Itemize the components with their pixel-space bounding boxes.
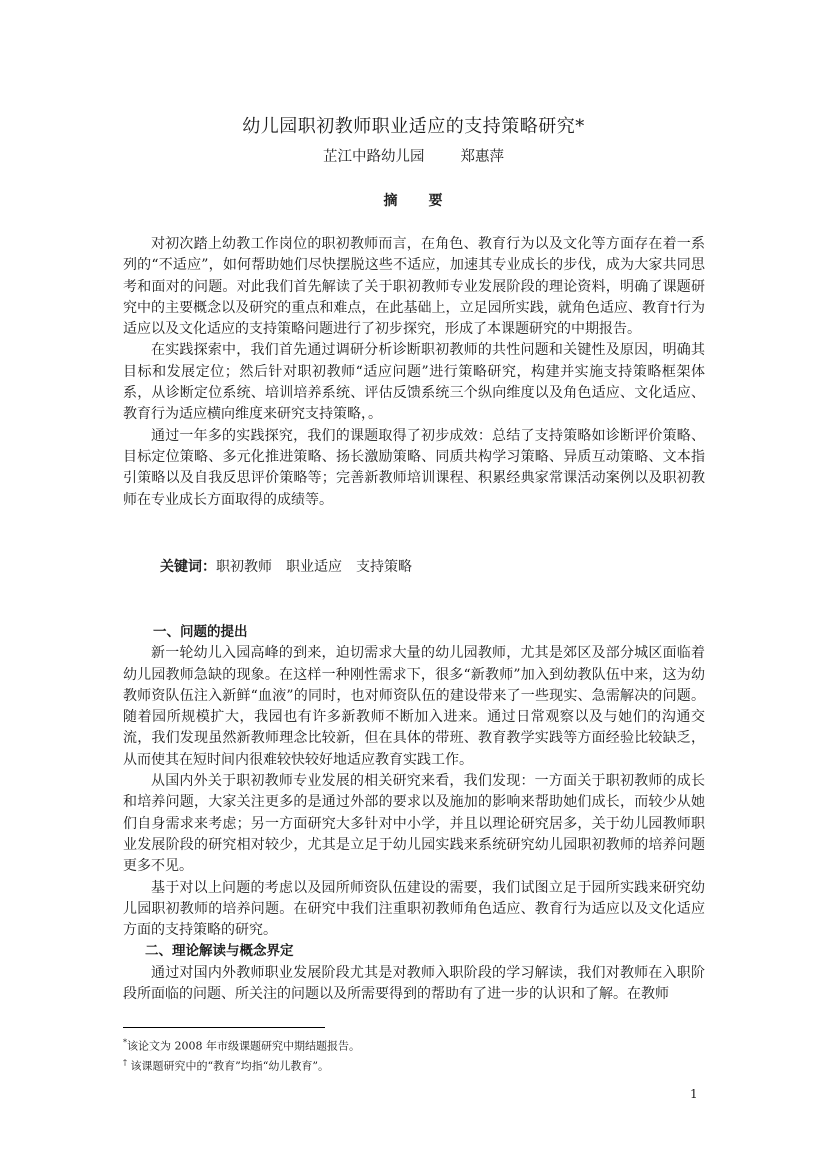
footnote-divider: [123, 1027, 325, 1028]
keyword: 职业适应: [286, 559, 342, 575]
body-paragraph: 从国内外关于职初教师专业发展的相关研究来看，我们发现：一方面关于职初教师的成长和培养问题，大家关注更多的是通过外部的要求以及施加的影响来帮助她们成长，而较少从她们自身需求来考虑；另一方面研究大多针对中小学，并且以理论研究居多，关于幼儿园教师职业发展阶段的研究相对较少，尤其是立足于幼儿园实践来系统研究幼儿园职初教师的培养问题更多不见。: [123, 773, 705, 875]
paper-title: 幼儿园职初教师职业适应的支持策略研究*: [242, 116, 585, 137]
keyword: 职初教师: [216, 559, 272, 575]
abstract-paragraph: 通过一年多的实践探究，我们的课题取得了初步成效：总结了支持策略如诊断评价策略、目标定位策略、多元化推进策略、扬长激励策略、同质共构学习策略、异质互动策略、文本指引策略以及自我反思评价策略等；完善新教师培训课程、积累经典家常课活动案例以及职初教师在专业成长方面取得的成绩等。: [123, 427, 705, 508]
section-heading-2: 二、理论解读与概念界定: [145, 943, 294, 960]
author-name: 郑惠萍: [460, 149, 504, 165]
abstract-heading: 摘 要: [383, 193, 444, 209]
footnote-2: † 该课题研究中的“教育”均指“幼儿教育”。: [123, 1057, 329, 1073]
body-paragraph: 通过对国内外教师职业发展阶段尤其是对教师入职阶段的学习解读，我们对教师在入职阶段所面临的问题、所关注的问题以及所需要得到的帮助有了进一步的认识和了解。在教师: [123, 964, 705, 1003]
keywords-line: [160, 556, 426, 576]
abstract-paragraph: 在实践探索中，我们首先通过调研分析诊断职初教师的共性问题和关键性及原因，明确其目标和发展定位；然后针对职初教师“适应问题”进行策略研究，构建并实施支持策略框架体系，从诊断定位系统、培训培养系统、评估反馈系统三个纵向维度以及角色适应、文化适应、教育行为适应横向维度来研究支持策略，。: [123, 342, 705, 423]
footnotes: [123, 1035, 360, 1074]
keyword: 支持策略: [356, 559, 412, 575]
body-text: [123, 622, 705, 1005]
abstract-paragraph: 对初次踏上幼教工作岗位的职初教师而言，在角色、教育行为以及文化等方面存在着一系列的“不适应”，如何帮助她们尽快摆脱这些不适应，加速其专业成长的步伐，成为大家共同思考和面对的问题。对此我们首先解读了关于职初教师专业发展阶段的理论资料，明确了课题研究中的主要概念以及研究的重点和难点，在此基础上，立足园所实践，就角色适应、教育†行为适应以及文化适应的支持策略问题进行了初步探究，形成了本课题研究的中期报告。: [123, 236, 705, 338]
keywords-label: 关键词：: [160, 559, 216, 575]
page-number: 1: [690, 1087, 698, 1101]
byline: [0, 145, 827, 166]
school-name: 芷江中路幼儿园: [323, 149, 425, 165]
footnote-1: *该论文为 2008 年市级课题研究中期结题报告。: [123, 1038, 360, 1053]
section-heading-1: 一、问题的提出: [153, 624, 248, 640]
body-paragraph: 基于对以上问题的考虑以及园所师资队伍建设的需要，我们试图立足于园所实践来研究幼儿园职初教师的培养问题。在研究中我们注重职初教师角色适应、教育行为适应以及文化适应方面的支持策略的研究。: [123, 879, 705, 939]
body-paragraph: 新一轮幼儿入园高峰的到来，迫切需求大量的幼儿园教师，尤其是郊区及部分城区面临着幼儿园教师急缺的现象。在这样一种刚性需求下，很多“新教师”加入到幼教队伍中来，这为幼教师资队伍注入新鲜“血液”的同时，也对师资队伍的建设带来了一些现实、急需解决的问题。随着园所规模扩大，我园也有许多新教师不断加入进来。通过日常观察以及与她们的沟通交流，我们发现虽然新教师理念比较新，但在具体的带班、教育教学实践等方面经验比较缺乏，从而使其在短时间内很难较快较好地适应教育实践工作。: [123, 645, 705, 768]
abstract-body: [123, 234, 705, 511]
